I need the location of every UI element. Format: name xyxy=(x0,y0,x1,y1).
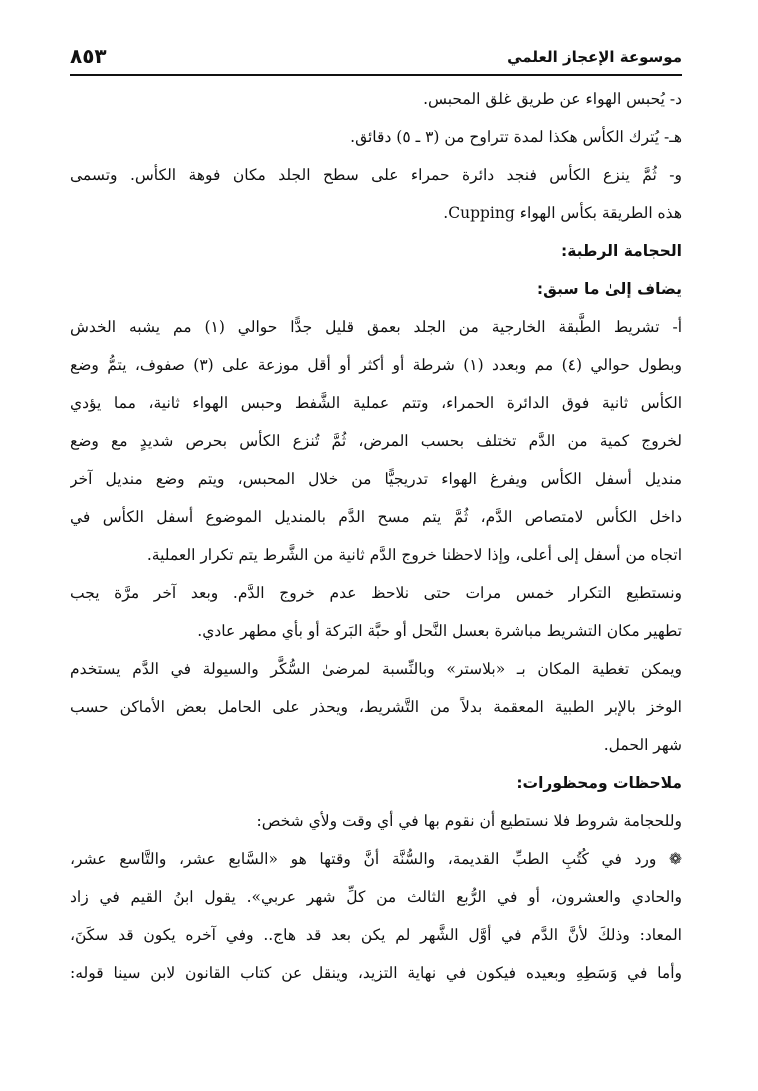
text-line: الكأس ثانية فوق الدائرة الحمراء، وتتم عملية الشَّفط وحبس الهواء ثانية، مما يؤدي xyxy=(70,394,682,412)
text-line: ويمكن تغطية المكان بـ «بلاستر» وبالنِّسبة لمرضىٰ السُّكَّر والسيولة في الدَّم يستخدم xyxy=(70,660,682,678)
header-rule xyxy=(70,74,682,76)
text-line: وبطول حوالي (٤) مم وبعدد (١) شرطة أو أكثر أو أقل موزعة على (٣) صفوف، يتمُّ وضع xyxy=(70,356,682,374)
text-line: شهر الحمل. xyxy=(603,736,682,754)
text-line: وللحجامة شروط فلا نستطيع أن نقوم بها في أي وقت ولأي شخص: xyxy=(256,812,682,830)
text-line: و- ثُمَّ ينزع الكأس فنجد دائرة حمراء على سطح الجلد مكان فوهة الكأس. وتسمى xyxy=(70,166,682,184)
header-title: موسوعة الإعجاز العلمي xyxy=(507,48,682,66)
text-line: ❁ ورد في كُتُبِ الطبِّ القديمة، والسُّنَّة أنَّ وقتها هو «السَّابع عشر، والتَّاسع عشر، xyxy=(70,850,682,868)
text-line: هـ- يُترك الكأس هكذا لمدة تتراوح من (٣ ـ ٥) دقائق. xyxy=(350,128,682,146)
text-line: منديل أسفل الكأس ويفرغ الهواء تدريجيًّا من خلال المحبس، ويتم وضع منديل آخر xyxy=(70,470,682,488)
text-line: الوخز بالإبر الطبية المعقمة بدلاً من التَّشريط، ويحذر على الحامل بعض الأماكن حسب xyxy=(70,698,682,716)
text-line: أ- تشريط الطَّبقة الخارجية من الجلد بعمق قليل جدًّا حوالي (١) مم يشبه الخدش xyxy=(70,318,682,336)
text-line: هذه الطريقة بكأس الهواء Cupping. xyxy=(443,204,682,222)
text-line: المعاد: وذلكَ لأنَّ الدَّم في أوَّل الشَّهر لم يكن بعد قد هاج.. وفي آخره يكون قد سكَنَ، xyxy=(70,926,682,944)
text-line: اتجاه من أسفل إلى أعلى، وإذا لاحظنا خروج الدَّم ثانية من الشَّرط يتم تكرار العملية. xyxy=(146,546,682,564)
section-heading: الحجامة الرطبة: xyxy=(561,242,682,260)
text-line: داخل الكأس لامتصاص الدَّم، ثُمَّ يتم مسح الدَّم بالمنديل الموضوع أسفل الكأس في xyxy=(70,508,682,526)
page-number: ٨٥٣ xyxy=(70,44,107,68)
text-line: والحادي والعشرون، أو في الرُّبع الثالث من كلِّ شهر عربي». يقول ابنُ القيم في زاد xyxy=(70,888,682,906)
body-text xyxy=(70,80,682,992)
text-line: تطهير مكان التشريط مباشرة بعسل النَّحل أو حبَّة البَركة أو بأي مطهر عادي. xyxy=(197,622,682,640)
text-line: ونستطيع التكرار خمس مرات حتى نلاحظ عدم خروج الدَّم. وبعد آخر مرَّة يجب xyxy=(70,584,682,602)
text-line: وأما في وَسَطِهِ وبعيده فيكون في نهاية التزيد، وينقل عن كتاب القانون لابن سينا قوله: xyxy=(70,964,682,982)
section-heading: ملاحظات ومحظورات: xyxy=(516,774,682,792)
text-line: لخروج كمية من الدَّم تختلف بحسب المرض، ثُمَّ تُنزع الكأس بحرص شديدٍ مع وضع xyxy=(70,432,682,450)
text-line: د- يُحبس الهواء عن طريق غلق المحبس. xyxy=(423,90,682,108)
running-header xyxy=(70,44,682,72)
section-subheading: يضاف إلىٰ ما سبق: xyxy=(536,280,682,298)
